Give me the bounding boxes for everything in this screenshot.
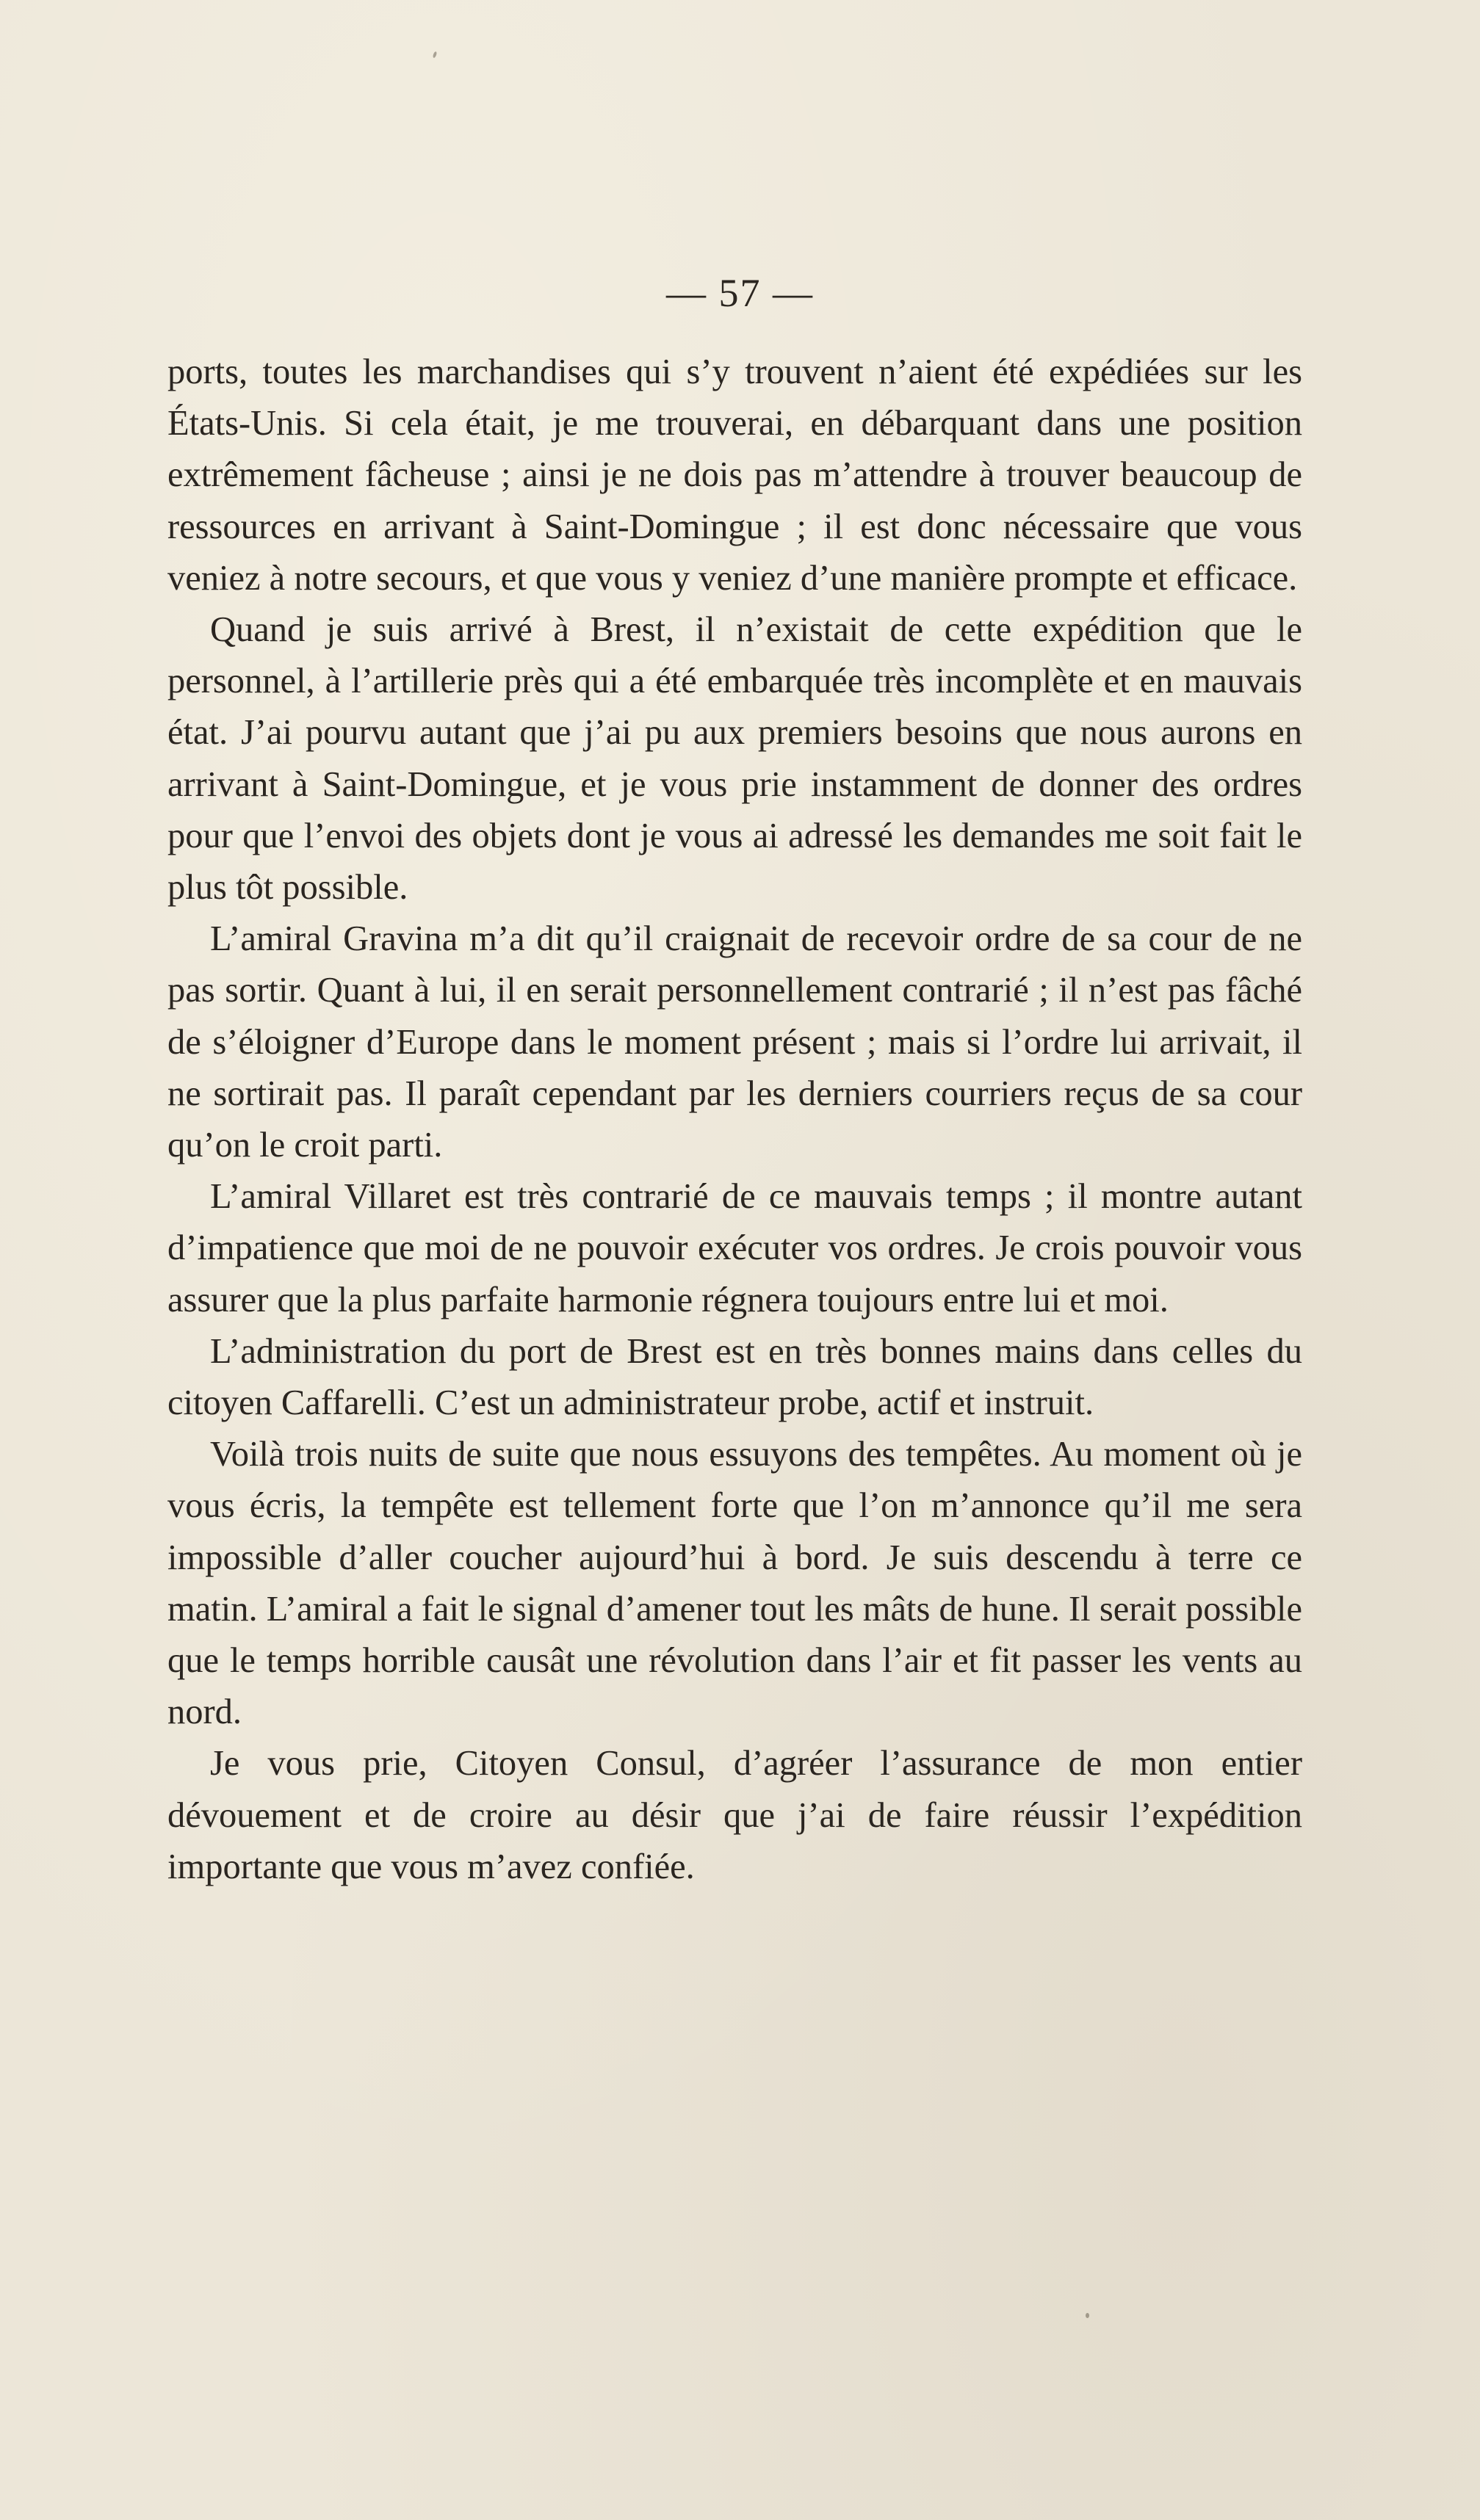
paragraph-4: L’amiral Villaret est très contrarié de ce mauvais temps ; il montre autant d’impatience que moi de ne pouvoir exécuter vos ordres. Je crois pouvoir vous assurer que la plus parfaite harmonie régnera toujours entre lui et moi. [167,1177,1302,1319]
paragraph-3: L’amiral Gravina m’a dit qu’il craignait de recevoir ordre de sa cour de ne pas sortir. Quant à lui, il en serait personnellement contrarié ; il n’est pas fâché de s’éloigner d’Europe dans le moment présent ; mais si l’ordre lui arrivait, il ne sortirait pas. Il paraît cependant par les derniers courriers reçus de sa cour qu’on le croit parti. [167,919,1302,1165]
paragraph-6: Voilà trois nuits de suite que nous essuyons des tempêtes. Au moment où je vous écris, la tempête est tellement forte que l’on m’annonce qu’il me sera impossible d’aller coucher aujourd’hui à bord. Je suis descendu à terre ce matin. L’amiral a fait le signal d’amener tout les mâts de hune. Il serait possible que le temps horrible causât une révolution dans l’air et fit passer les vents au nord. [167,1435,1302,1732]
paragraph-2: Quand je suis arrivé à Brest, il n’existait de cette expédition que le personnel, à l’artillerie près qui a été embarquée très incomplète et en mauvais état. J’ai pourvu autant que j’ai pu aux premiers besoins que nous aurons en arrivant à Saint-Domingue, et je vous prie instamment de donner des ordres pour que l’envoi des objets dont je vous ai adressé les demandes me soit fait le plus tôt possible. [167,610,1302,908]
paragraph-7: Je vous prie, Citoyen Consul, d’agréer l’assurance de mon entier dévouement et de croire au désir que j’ai de faire réussir l’expédition importante que vous m’avez confiée. [167,1744,1302,1886]
paper-speck [1086,2313,1089,2318]
paragraph-5: L’administration du port de Brest est en très bonnes mains dans celles du citoyen Caffarelli. C’est un administrateur probe, actif et instruit. [167,1331,1302,1423]
paragraph-1: ports, toutes les marchandises qui s’y trouvent n’aient été expédiées sur les États-Unis. Si cela était, je me trouverai, en débarquant dans une position extrêmement fâcheuse ; ainsi je ne dois pas m’attendre à trouver beaucoup de ressources en arrivant à Saint-Domingue ; il est donc nécessaire que vous veniez à notre secours, et que vous y veniez d’une manière prompte et efficace. [167,352,1302,598]
page-number: — 57 — [666,271,814,315]
body-text [167,347,1302,1893]
paper-speck [433,51,438,59]
